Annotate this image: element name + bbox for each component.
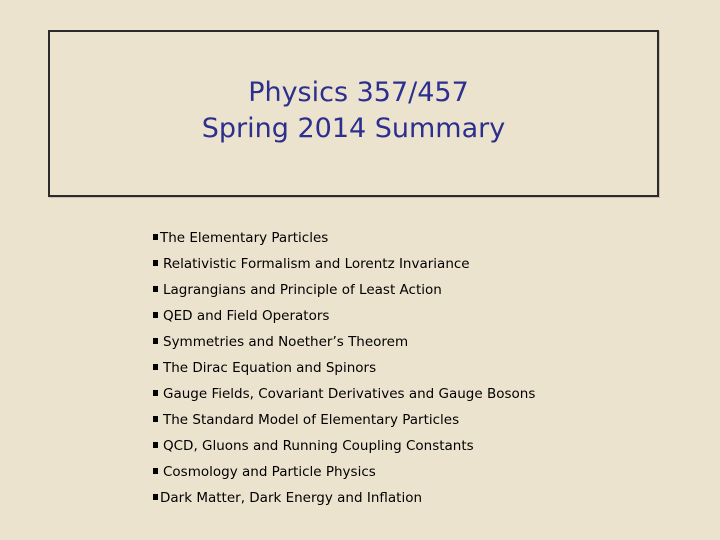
bullet-text: QCD, Gluons and Running Coupling Constants (163, 438, 474, 454)
bullet-item (153, 277, 535, 303)
bullet-list (153, 225, 535, 511)
square-bullet-icon (153, 442, 158, 448)
bullet-text: Dark Matter, Dark Energy and Inflation (160, 490, 423, 506)
square-bullet-icon (153, 390, 158, 396)
bullet-text: The Dirac Equation and Spinors (163, 360, 377, 376)
square-bullet-icon (153, 468, 158, 474)
square-bullet-icon (153, 338, 158, 344)
title-line-2: Spring 2014 Summary (201, 113, 506, 144)
square-bullet-icon (153, 364, 158, 370)
bullet-text: QED and Field Operators (163, 308, 330, 324)
bullet-text: Relativistic Formalism and Lorentz Invariance (163, 256, 470, 272)
bullet-item (153, 433, 535, 459)
bullet-item (153, 381, 535, 407)
title-line-1: Physics 357/457 (248, 77, 469, 108)
title-box (48, 30, 659, 197)
bullet-item (153, 329, 535, 355)
bullet-text: Lagrangians and Principle of Least Action (163, 282, 442, 298)
square-bullet-icon (153, 312, 158, 318)
bullet-text: Gauge Fields, Covariant Derivatives and Gauge Bosons (163, 386, 536, 402)
bullet-text: The Standard Model of Elementary Particles (163, 412, 460, 428)
bullet-text: Symmetries and Noether’s Theorem (163, 334, 409, 350)
slide-title (50, 75, 657, 147)
bullet-item (153, 225, 535, 251)
bullet-item (153, 485, 535, 511)
bullet-item (153, 251, 535, 277)
bullet-text: Cosmology and Particle Physics (163, 464, 376, 480)
square-bullet-icon (153, 260, 158, 266)
bullet-text: The Elementary Particles (160, 230, 329, 246)
bullet-item (153, 355, 535, 381)
square-bullet-icon (153, 416, 158, 422)
bullet-item (153, 459, 535, 485)
square-bullet-icon (153, 234, 158, 240)
bullet-item (153, 303, 535, 329)
bullet-item (153, 407, 535, 433)
square-bullet-icon (153, 494, 158, 500)
square-bullet-icon (153, 286, 158, 292)
